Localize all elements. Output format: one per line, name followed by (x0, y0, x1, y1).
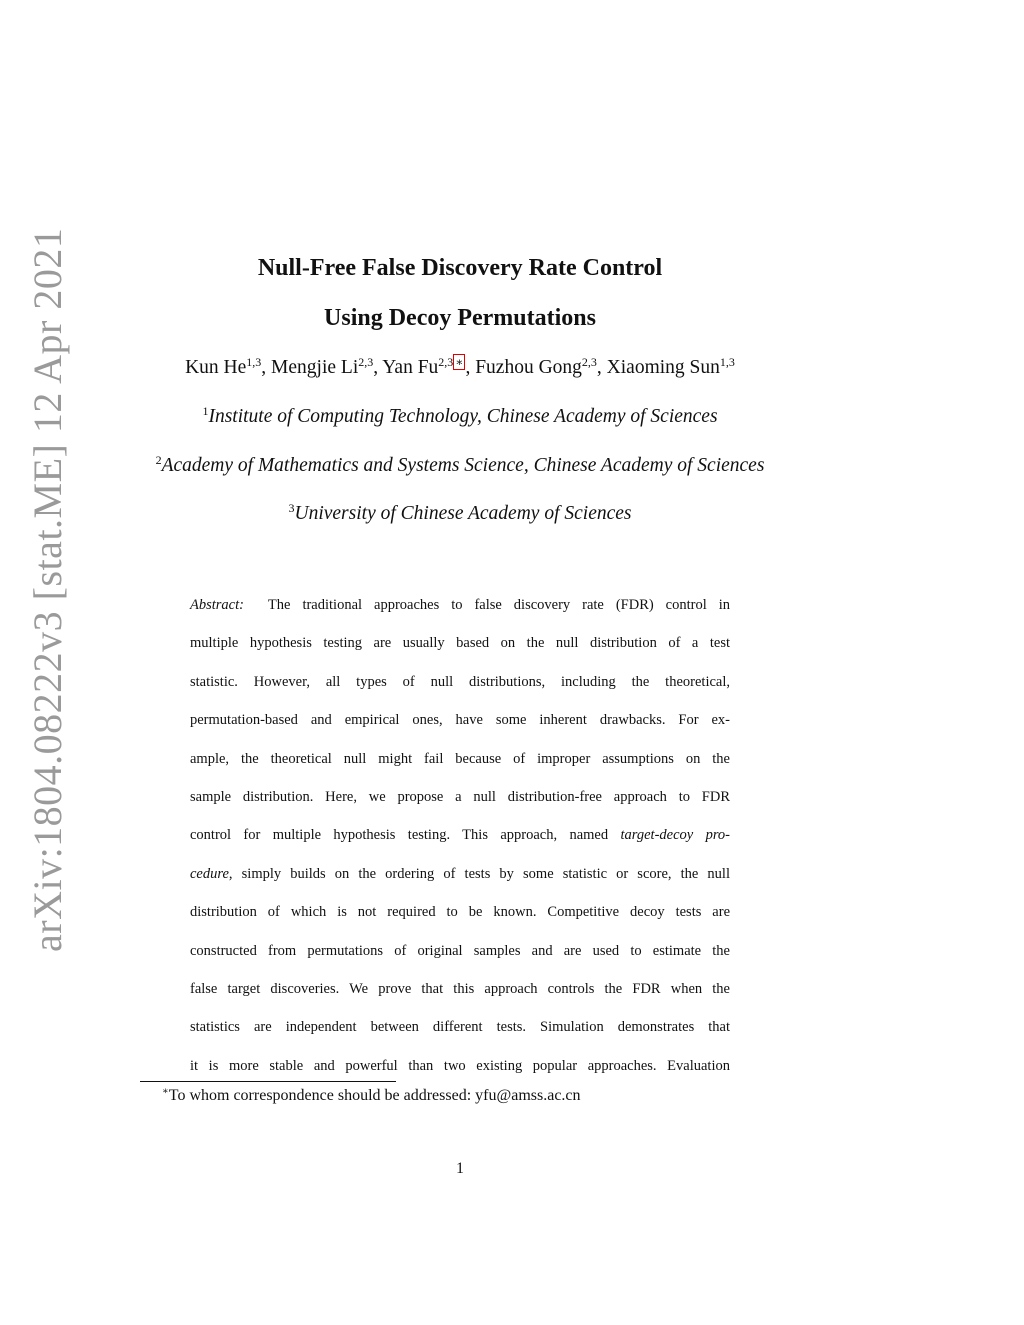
affiliation-sup: 1 (202, 404, 209, 418)
abstract-line: cedure, simply builds on the ordering of tests by some statistic or score, the null (190, 865, 730, 882)
abstract-line: ample, the theoretical null might fail because of improper assumptions on the (190, 750, 730, 767)
author-affiliation-sup: 2,3 (358, 355, 374, 369)
abstract-line: Abstract: The traditional approaches to false discovery rate (FDR) control in (190, 597, 730, 613)
footnote-text: To whom correspondence should be addressed: yfu@amss.ac.cn (168, 1087, 581, 1104)
affiliation-2 (80, 452, 840, 480)
abstract-body (190, 586, 730, 1085)
affiliation-3 (80, 500, 840, 528)
abstract-term-emphasis: cedure (190, 865, 229, 882)
author-affiliation-sup: 2,3 (438, 355, 454, 369)
abstract-label: Abstract: (190, 597, 244, 613)
abstract-term-emphasis: target-decoy pro- (620, 827, 730, 844)
paper-title-line-2: Using Decoy Permutations (324, 305, 596, 331)
affiliation-sup: 2 (155, 453, 162, 467)
affiliation-1 (80, 403, 840, 431)
abstract-line: multiple hypothesis testing are usually based on the null distribution of a test (190, 635, 730, 652)
author-list: Kun He$^{1,3}$, Mengjie Li$^{2,3}$, Yan Fu$^{2,3}$ ∗ , Fuzhou Gong$^{2,3}$, Xiaoming Sun$^{1,3}$ (185, 355, 735, 378)
footnote (162, 1084, 762, 1108)
author-affiliation-sup: 2,3 (581, 355, 597, 369)
author-name: Xiaoming Sun (606, 357, 720, 378)
affiliation-text: Institute of Computing Technology, Chinese Academy of Sciences (208, 406, 718, 427)
abstract-line: statistics are independent between different tests. Simulation demonstrates that (190, 1019, 730, 1036)
author-affiliation-sup: 1,3 (246, 355, 262, 369)
abstract-line: sample distribution. Here, we propose a null distribution-free approach to FDR (190, 788, 730, 805)
affiliation-sup: 3 (288, 501, 295, 515)
abstract-line: control for multiple hypothesis testing. This approach, named target-decoy pro- (190, 827, 730, 844)
abstract-line: false target discoveries. We prove that this approach controls the FDR when the (190, 980, 730, 997)
footnote-rule (140, 1081, 396, 1082)
author-name: Yan Fu (382, 357, 439, 378)
affiliation-text: University of Chinese Academy of Sciences (294, 503, 632, 524)
abstract-line: it is more stable and powerful than two existing popular approaches. Evaluation (190, 1057, 730, 1074)
abstract-line: permutation-based and empirical ones, have some inherent drawbacks. For ex- (190, 712, 730, 729)
abstract-line: statistic. However, all types of null distributions, including the theoretical, (190, 673, 730, 690)
abstract-line: distribution of which is not required to be known. Competitive decoy tests are (190, 904, 730, 921)
corresponding-author-footnote-link[interactable]: ∗ (455, 355, 464, 369)
arxiv-identifier-sidebar: arXiv:1804.08222v3 [stat.ME] 12 Apr 2021 (25, 227, 70, 952)
author-name: Fuzhou Gong (475, 357, 582, 378)
author-name: Kun He (185, 357, 247, 378)
paper-title-line-1: Null-Free False Discovery Rate Control (257, 255, 663, 281)
author-affiliation-sup: 1,3 (719, 355, 735, 369)
footnote-mark: ∗ (162, 1086, 169, 1097)
page-number: 1 (456, 1160, 464, 1177)
abstract-line: constructed from permutations of original samples and are used to estimate the (190, 942, 730, 959)
affiliation-text: Academy of Mathematics and Systems Science, Chinese Academy of Sciences (161, 455, 765, 476)
author-name: Mengjie Li (271, 357, 359, 378)
